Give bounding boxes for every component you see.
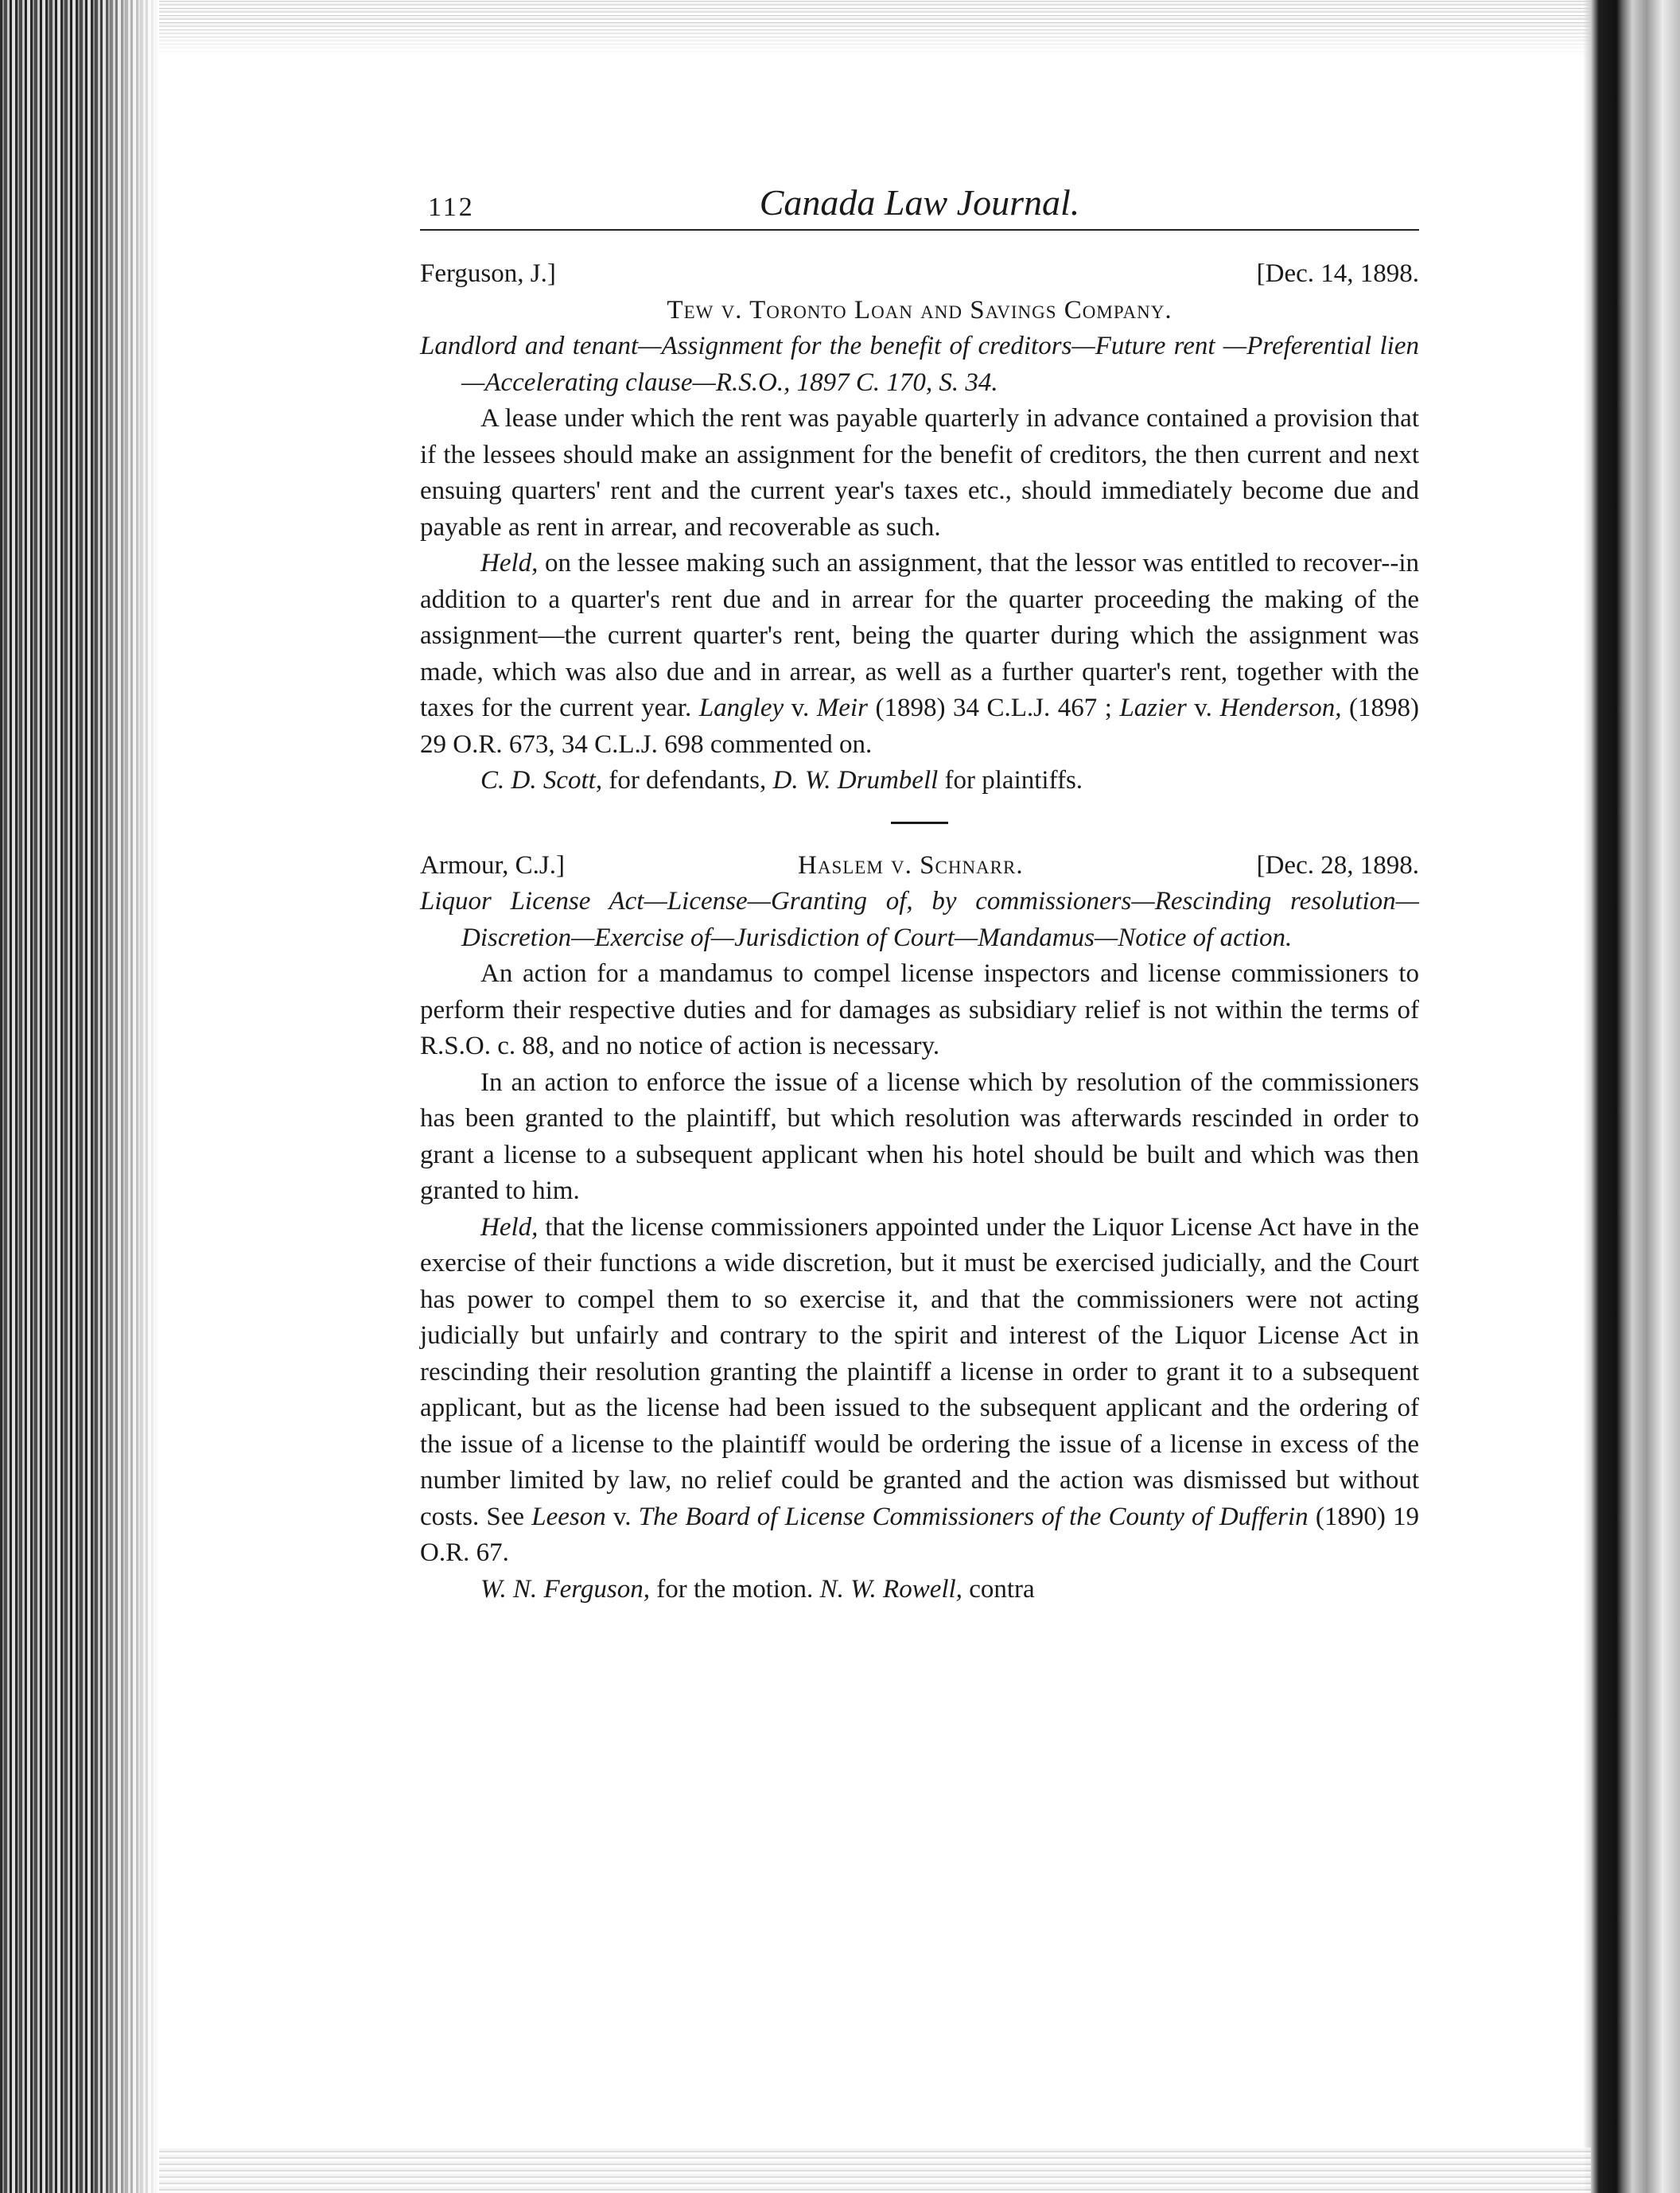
citation-ref: (1898) 29 O.R. 673, 34 C.L.J. 698 commented on. bbox=[420, 694, 1419, 759]
held-text: on the lessee making such an assignment, that the lessor was entitled to recover--in addition to a quarter's rent due and in arrear for the quarter proceeding the making of the assignment—the current quarter's rent, being the quarter during which the assignment was made, which was also due and in arrear, as well as a further quarter's rent, together with the taxes for the current year. bbox=[420, 549, 1419, 722]
citation-v: v. bbox=[605, 1502, 639, 1531]
judge: Armour, C.J.] bbox=[420, 850, 565, 880]
headnote: Landlord and tenant—Assignment for the benefit of creditors—Future rent —Preferential lien—Accelerating clause—R.S.O., 1897 C. 170, S. 34. bbox=[420, 332, 1419, 397]
counsel-line bbox=[420, 1572, 1419, 1608]
case-title: Tew v. Toronto Loan and Savings Company. bbox=[667, 295, 1172, 325]
citation-party: Leeson bbox=[531, 1502, 606, 1531]
citation-ref: (1898) 34 C.L.J. 467 ; bbox=[867, 694, 1120, 722]
held-word: Held, bbox=[480, 1212, 539, 1242]
counsel-name: N. W. Rowell, bbox=[819, 1574, 962, 1604]
counsel-name: W. N. Ferguson, bbox=[480, 1574, 650, 1604]
case-date: [Dec. 14, 1898. bbox=[1256, 259, 1419, 288]
scan-top-edge bbox=[159, 0, 1591, 56]
paragraph: A lease under which the rent was payable quarterly in advance contained a provision that if the lessees should make an assignment for the benefit of creditors, the then current and next ensuing quarters' rent and the current year's taxes etc., should immediately become due and payable as rent in arrear, and recoverable as such. bbox=[420, 404, 1419, 542]
journal-page bbox=[420, 181, 1419, 1608]
counsel-role: for plaintiffs. bbox=[938, 766, 1083, 795]
headnote: Liquor License Act—License—Granting of, by commissioners—Rescinding resolution—Discretion—Exercise of—Jurisdiction of Court—Mandamus—Notice of action. bbox=[420, 887, 1419, 952]
held-text: that the license commissioners appointed under the Liquor License Act have in the exercise of their functions a wide discretion, but it must be exercised judicially, and the Court has power to compel them to so exercise it, and that the commissioners were not acting judicially but unfairly and contrary to the spirit and interest of the Liquor License Act in rescinding their resolution granting the plaintiff a license in order to grant it to a subsequent applicant, but as the license had been issued to the subsequent applicant and the ordering of the issue of a license to the plaintiff would be ordering the issue of a license in excess of the number limited by law, no relief could be granted and the action was dismissed but without costs. See bbox=[420, 1212, 1419, 1531]
held-paragraph bbox=[420, 1210, 1419, 1572]
scan-bottom-edge bbox=[159, 2148, 1591, 2193]
citation-party: The Board of License Commissioners of the County of Dufferin bbox=[638, 1502, 1309, 1531]
counsel-name: C. D. Scott, bbox=[480, 766, 603, 795]
held-paragraph bbox=[420, 546, 1419, 763]
page-number: 112 bbox=[428, 192, 475, 222]
citation-party: Langley bbox=[698, 694, 784, 722]
citation-v: v. bbox=[784, 694, 817, 722]
counsel-line bbox=[420, 763, 1419, 799]
case-title: Haslem v. Schnarr. bbox=[798, 850, 1024, 880]
page-header bbox=[420, 181, 1419, 231]
journal-title: Canada Law Journal. bbox=[759, 182, 1080, 223]
counsel-role: contra bbox=[962, 1574, 1035, 1604]
case-heading bbox=[420, 848, 1419, 885]
citation-party: Henderson, bbox=[1219, 694, 1342, 722]
held-word: Held, bbox=[480, 549, 539, 577]
scan-right-edge bbox=[1583, 0, 1680, 2193]
case-tew-v-toronto-loan bbox=[420, 256, 1419, 799]
paragraph: In an action to enforce the issue of a license which by resolution of the commissioners has been granted to the plaintiff, but which resolution was afterwards rescinded in order to grant a license to a subsequent applicant when his hotel should be built and which was then granted to him. bbox=[420, 1067, 1419, 1205]
citation-ref: (1890) 19 O.R. 67. bbox=[420, 1502, 1419, 1567]
case-heading bbox=[420, 256, 1419, 293]
citation-party: Lazier bbox=[1119, 694, 1187, 722]
counsel-role: for the motion. bbox=[650, 1574, 820, 1604]
citation-v: v. bbox=[1186, 694, 1220, 722]
case-divider bbox=[891, 822, 948, 824]
paragraph: An action for a mandamus to compel license inspectors and license commissioners to perform their respective duties and for damages as subsidiary relief is not within the terms of R.S.O. c. 88, and no notice of action is necessary. bbox=[420, 959, 1419, 1060]
case-date: [Dec. 28, 1898. bbox=[1256, 850, 1419, 880]
citation-party: Meir bbox=[816, 694, 868, 722]
counsel-name: D. W. Drumbell bbox=[772, 766, 939, 795]
scan-left-edge bbox=[0, 0, 159, 2193]
case-haslem-v-schnarr bbox=[420, 848, 1419, 1608]
judge: Ferguson, J.] bbox=[420, 259, 556, 288]
counsel-role: for defendants, bbox=[602, 766, 773, 795]
